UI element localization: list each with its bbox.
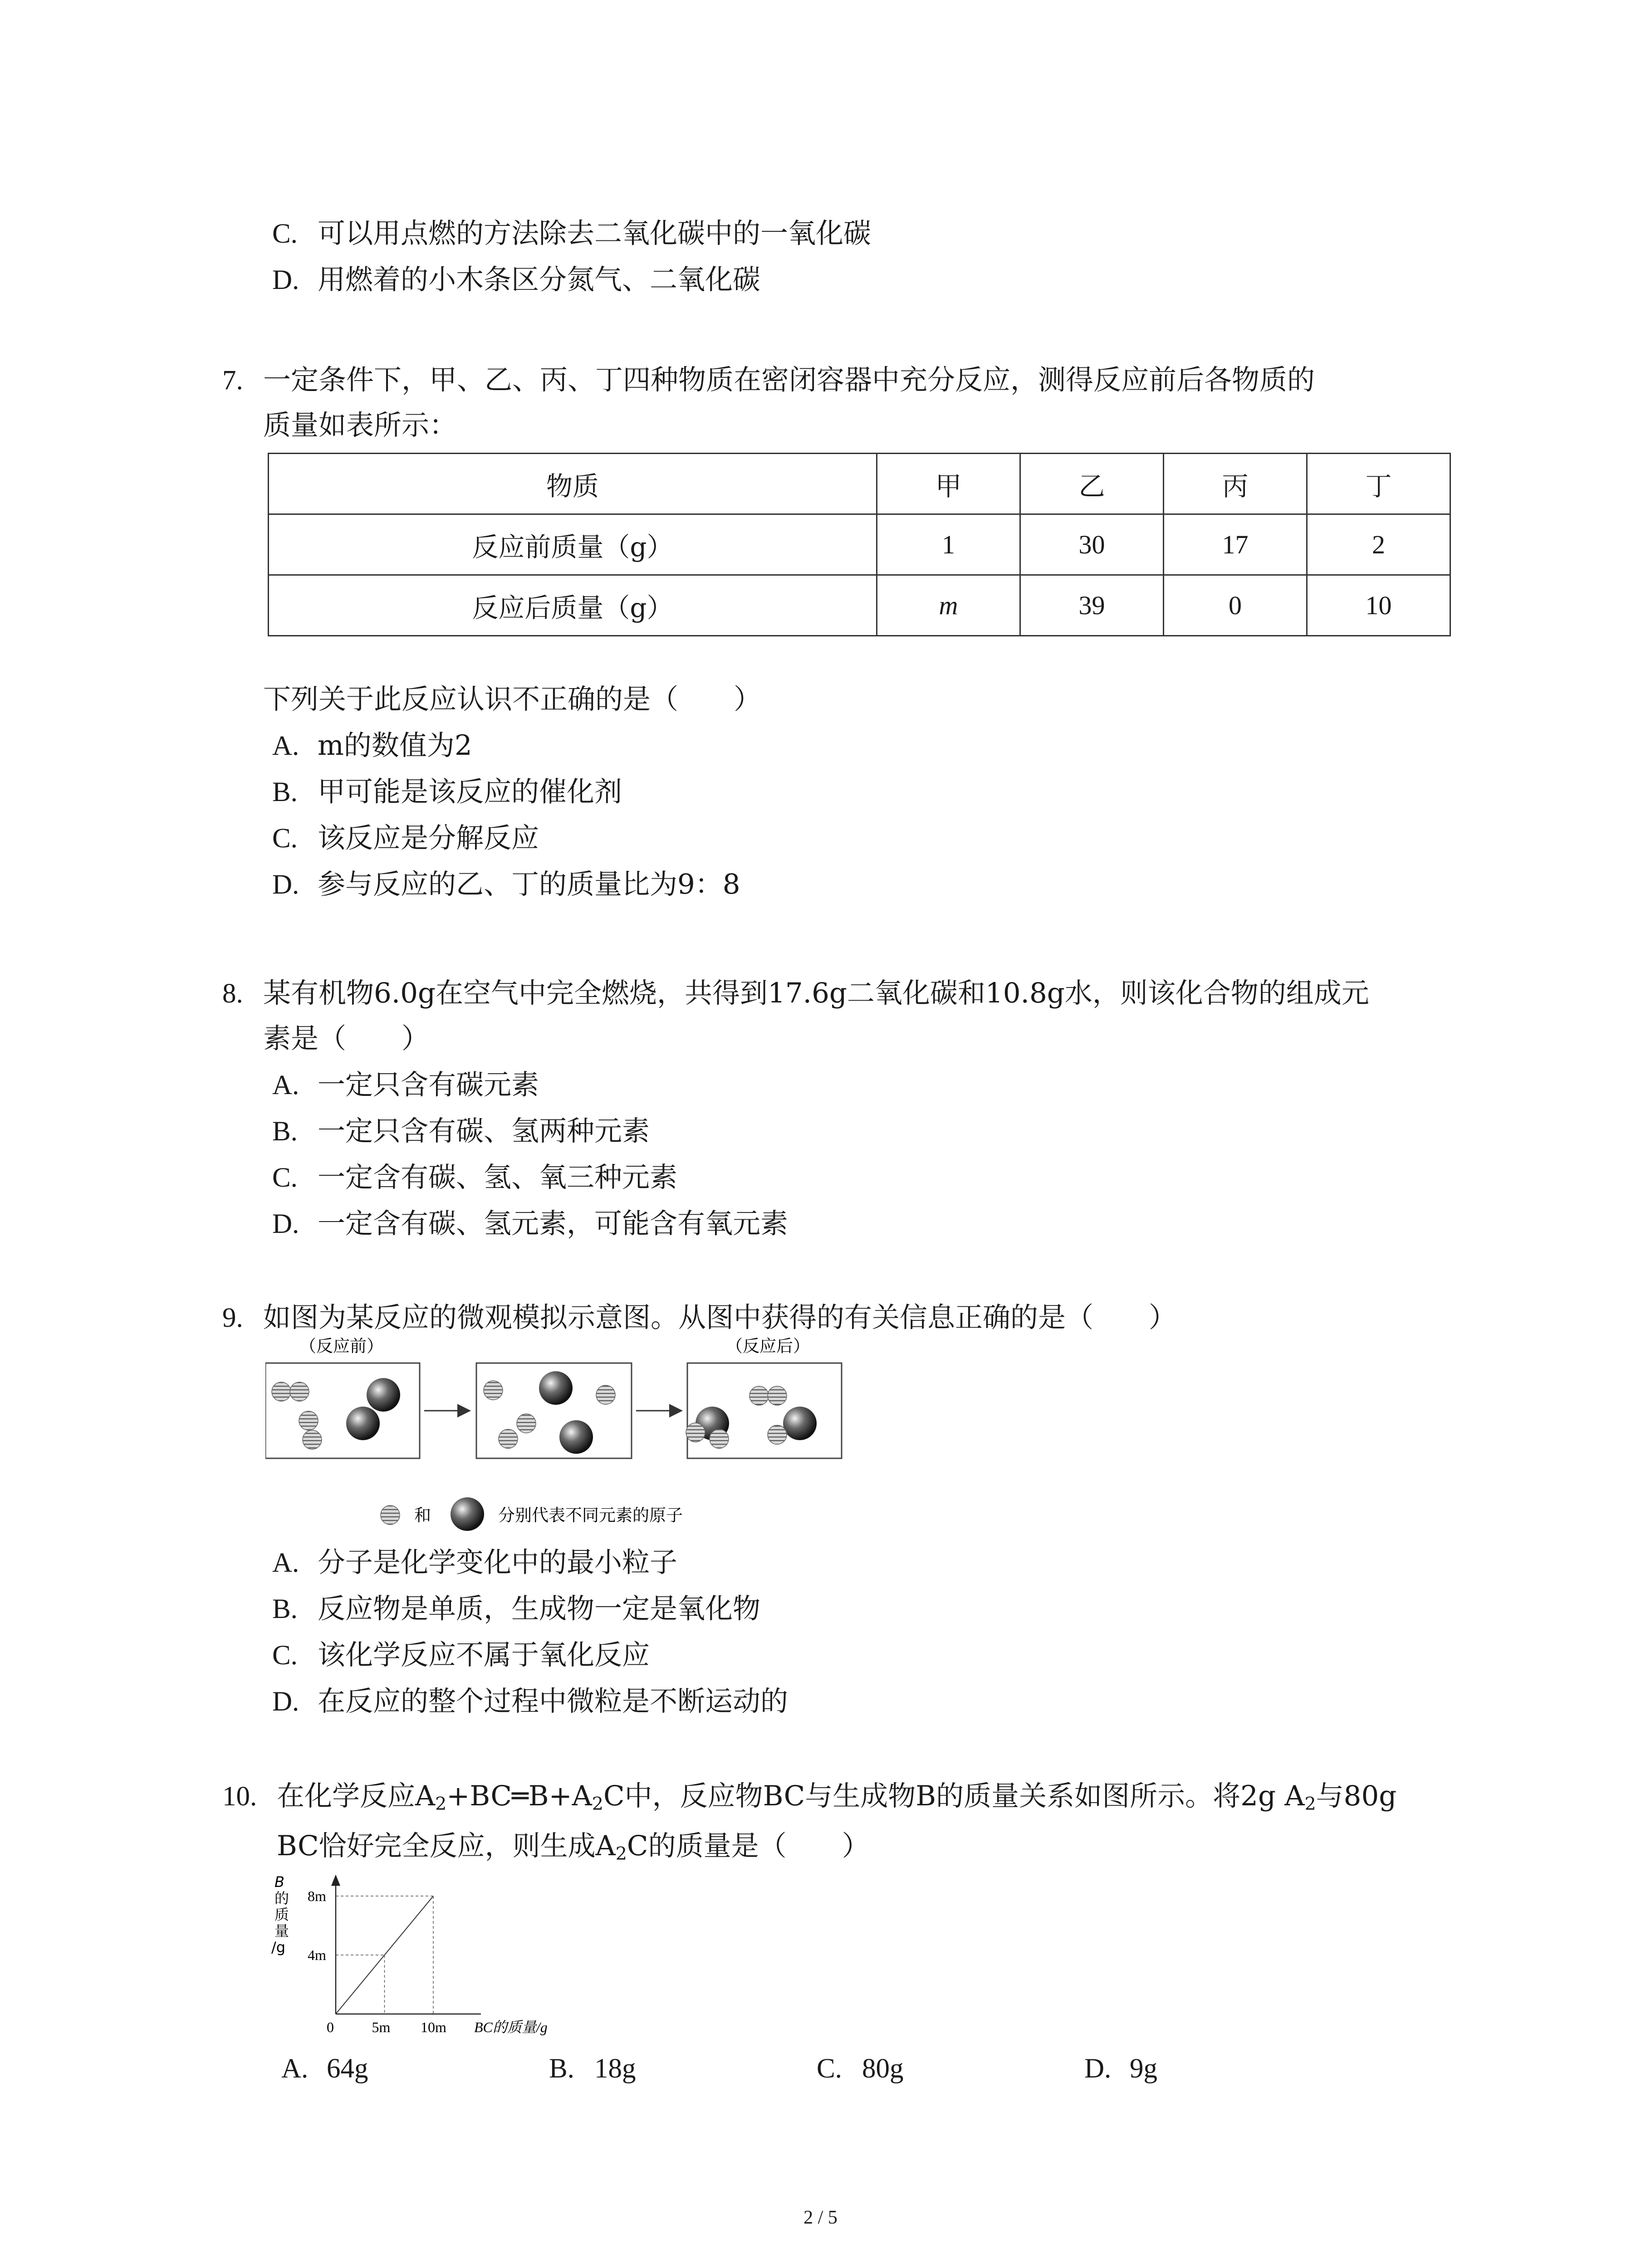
label-after: （反应后） [726,1336,810,1356]
q8-stem-line2 [263,1021,429,1057]
option-text: 参与反应的乙、丁的质量比为9：8 [318,868,740,900]
table-header-cell: 乙 [1020,454,1164,514]
stem-part: +BC═B+A [446,1780,592,1812]
option-letter: B. [272,1594,298,1624]
q10-stem-line2 [277,1828,870,1864]
table-cell: 17 [1164,514,1307,575]
table-row [269,514,1450,575]
striped-atom-icon [381,1505,400,1525]
option-text: 80g [862,2053,904,2084]
table-cell: 2 [1307,514,1450,575]
option-letter: D. [1084,2053,1112,2084]
q6-option-c [272,215,871,252]
option-letter: A. [272,731,299,761]
origin-label: 0 [327,2019,334,2035]
option-text: 在反应的整个过程中微粒是不断运动的 [318,1685,789,1717]
table-header-cell: 丁 [1307,454,1450,514]
option-letter: B. [272,777,298,807]
q8-option-a [272,1067,539,1104]
q10-options [281,2050,1311,2087]
q7-option-b [272,774,622,811]
option-text: 一定只含有碳、氢两种元素 [318,1115,650,1147]
option-text: 一定含有碳、氢元素，可能含有氧元素 [318,1207,789,1240]
stem-part: 在化学反应A [277,1780,436,1812]
option-text: 64g [327,2053,368,2084]
option-letter: B. [549,2053,574,2084]
option-letter: A. [281,2053,309,2084]
option-letter: C. [272,823,298,854]
option-letter: C. [817,2053,842,2084]
option-letter: C. [272,219,298,249]
q9-option-d [272,1683,788,1720]
legend [381,1497,683,1531]
legend-text: 分别代表不同元素的原子 [498,1505,683,1525]
table-header-cell: 甲 [877,454,1020,514]
question-number: 10. [222,1781,257,1812]
q9-stem [222,1300,1176,1336]
option-letter: C. [272,1163,298,1193]
option-text: 可以用点燃的方法除去二氧化碳中的一氧化碳 [318,217,872,249]
question-stem: 如图为某反应的微观模拟示意图。从图中获得的有关信息正确的是（ ） [263,1301,1177,1334]
q10-option-a [281,2050,549,2087]
option-text: 甲可能是该反应的催化剂 [318,776,622,808]
question-stem: 素是（ ） [263,1022,430,1055]
box-before [265,1363,420,1458]
option-letter: D. [272,1209,299,1239]
table-cell: 反应前质量（g） [269,514,877,575]
table-header-row [269,454,1450,514]
question-number: 9. [222,1303,243,1333]
table-cell: 0 [1164,575,1307,636]
table-cell: m [877,575,1020,636]
table-cell: 10 [1307,575,1450,636]
q10-option-d [1084,2050,1311,2087]
mass-table [268,453,1451,636]
option-text: 该化学反应不属于氧化反应 [318,1639,650,1671]
q8-option-b [272,1113,650,1150]
q7-question [263,681,761,718]
option-text: m的数值为2 [318,729,472,762]
option-text: 用燃着的小木条区分氮气、二氧化碳 [318,264,761,296]
q9-option-b [272,1591,760,1628]
option-letter: A. [272,1548,299,1578]
question-stem: 一定条件下，甲、乙、丙、丁四种物质在密闭容器中充分反应，测得反应前后各物质的 [263,364,1315,396]
legend-and: 和 [414,1505,431,1525]
question-number: 7. [222,365,243,396]
question-prompt: 下列关于此反应认识不正确的是（ ） [263,683,762,715]
x-tick-label: 5m [372,2019,391,2035]
q7-option-a [272,728,472,764]
table-cell: 30 [1020,514,1164,575]
option-text: 反应物是单质，生成物一定是氧化物 [318,1593,761,1625]
table-cell: 39 [1020,575,1164,636]
q9-option-a [272,1545,677,1581]
option-letter: C. [272,1640,298,1671]
question-stem: 质量如表所示： [263,409,457,441]
option-letter: D. [272,1686,299,1717]
y-tick-label: 4m [308,1947,326,1963]
option-letter: D. [272,870,299,900]
table-header-cell: 物质 [269,454,877,514]
option-text: 该反应是分解反应 [318,822,539,854]
question-number: 8. [222,978,243,1009]
subscript: 2 [1304,1793,1316,1814]
q8-option-d [272,1206,788,1242]
subscript: 2 [592,1793,603,1814]
subscript: 2 [435,1793,447,1814]
mass-chart [263,1873,590,2037]
option-text: 分子是化学变化中的最小粒子 [318,1546,678,1579]
option-letter: B. [272,1116,298,1147]
stem-part: C中，反应物BC与生成物B的质量关系如图所示。将2g A [603,1780,1305,1812]
option-text: 9g [1130,2053,1157,2084]
q10-option-b [549,2050,817,2087]
question-stem: 某有机物6.0g在空气中完全燃烧，共得到17.6g二氧化碳和10.8g水，则该化合物的组成元 [263,977,1369,1009]
y-tick-label: 8m [308,1888,326,1904]
q7-stem-line1 [222,362,1315,399]
option-letter: A. [272,1070,299,1100]
q7-option-c [272,820,539,857]
option-text: 一定含有碳、氢、氧三种元素 [318,1161,678,1193]
table-header-cell: 丙 [1164,454,1307,514]
q10-stem-line1 [222,1778,1396,1815]
option-text: 一定只含有碳元素 [318,1069,539,1101]
q8-option-c [272,1159,677,1196]
x-axis-label: BC的质量/g [474,2019,548,2035]
table-row [269,575,1450,636]
option-letter: D. [272,265,299,295]
q6-option-d [272,262,760,298]
dark-atom-icon [451,1497,484,1531]
stem-part: C的质量是（ ） [627,1830,870,1862]
subscript: 2 [615,1843,627,1864]
table-cell: 1 [877,514,1020,575]
stem-part: BC恰好完全反应，则生成A [277,1830,616,1862]
q9-option-c [272,1637,650,1674]
label-before: （反应前） [299,1336,383,1356]
q7-option-d [272,866,740,903]
q10-option-c [817,2050,1084,2087]
table-cell: 反应后质量（g） [269,575,877,636]
page-number: 2 / 5 [803,2207,838,2228]
q7-stem-line2 [263,407,457,444]
option-text: 18g [594,2053,636,2084]
x-tick-label: 10m [421,2019,446,2035]
y-axis-label: B 的质量/g [271,1873,289,1956]
micro-reaction-figure [265,1334,973,1547]
q8-stem-line1 [222,975,1369,1012]
stem-part: 与80g [1316,1780,1397,1812]
